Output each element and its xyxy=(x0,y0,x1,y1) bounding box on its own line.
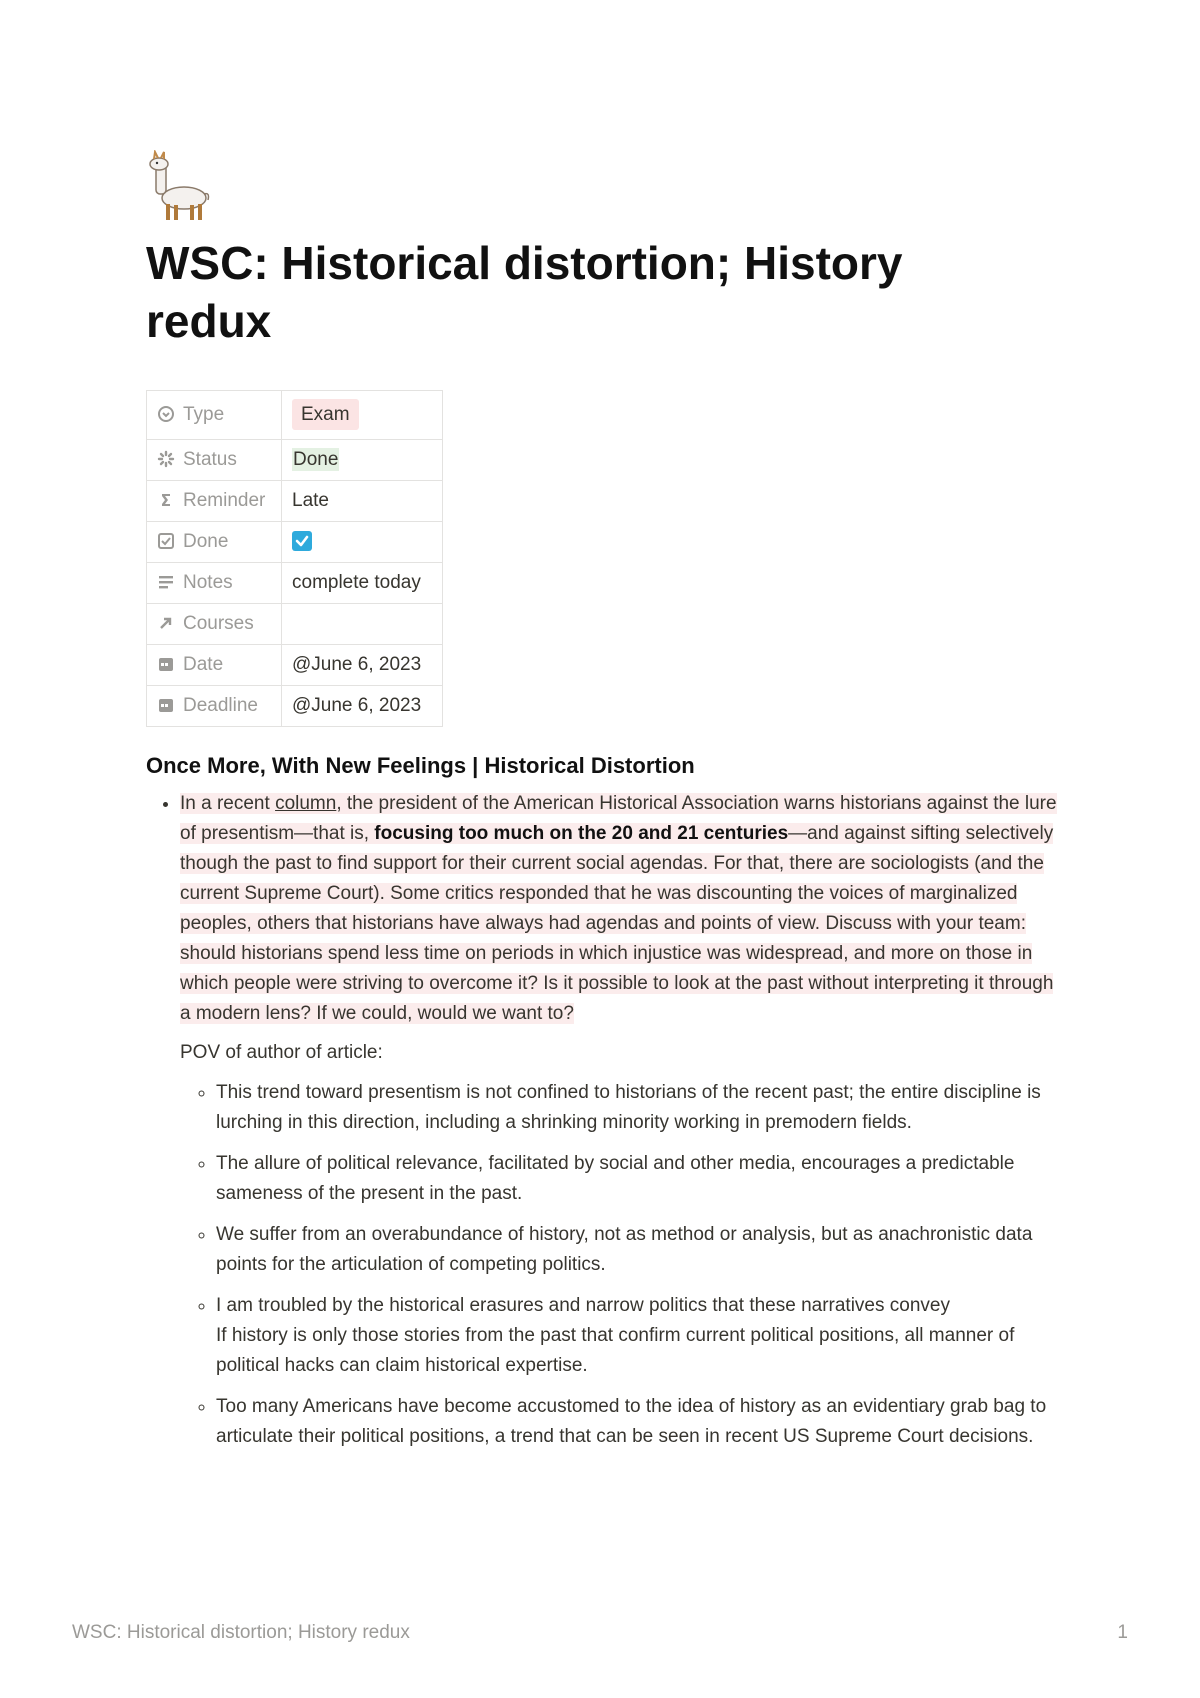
text-icon xyxy=(157,573,175,591)
property-deadline[interactable] xyxy=(147,686,443,727)
property-name: Reminder xyxy=(183,490,266,511)
list-item: ◦ This trend toward presentism is not confined to historians of the recent past; the entire discipline is lurching in this direction, including a shrinking minority working in premodern fields. xyxy=(216,1078,1066,1138)
reminder-value: Late xyxy=(282,481,443,522)
property-date[interactable] xyxy=(147,645,443,686)
property-courses[interactable] xyxy=(147,604,443,645)
page-number: 1 xyxy=(1117,1622,1128,1643)
formula-icon xyxy=(157,491,175,509)
llama-icon xyxy=(146,150,216,224)
bullet-list xyxy=(146,789,1066,1452)
pov-list xyxy=(180,1078,1066,1452)
done-checkbox[interactable] xyxy=(292,531,312,551)
property-name: Done xyxy=(183,531,229,552)
list-item xyxy=(180,789,1066,1452)
property-name: Deadline xyxy=(183,695,258,716)
page-content xyxy=(146,150,1066,1463)
calendar-icon xyxy=(157,655,175,673)
property-name: Date xyxy=(183,654,224,675)
page-title: WSC: Historical distortion; History redux xyxy=(146,237,903,347)
select-icon xyxy=(157,405,175,423)
page-footer xyxy=(72,1622,1128,1644)
date-value[interactable]: @June 6, 2023 xyxy=(282,645,443,686)
property-name: Type xyxy=(183,404,225,425)
list-item: ◦ We suffer from an overabundance of history, not as method or analysis, but as anachronistic data points for the articulation of competing politics. xyxy=(216,1220,1066,1280)
property-name: Courses xyxy=(183,613,254,634)
status-badge[interactable]: Done xyxy=(293,449,339,470)
status-icon xyxy=(157,450,175,468)
property-done[interactable] xyxy=(147,522,443,563)
properties-table xyxy=(146,390,443,727)
highlighted-paragraph: In a recent column, the president of the American Historical Association warns historians against the lure of presentism—that is, focusing too much on the 20 and 21 centuries—and against sifting selectively though the past to find support for their current social agendas. For that, there are sociologists (and the current Supreme Court). Some critics responded that he was discounting the voices of marginalized peoples, others that historians have always had agendas and points of view. Discuss with your team: should historians spend less time on periods in which injustice was widespread, and more on those in which people were striving to overcome it? Is it possible to look at the past without interpreting it through a modern lens? If we could, would we want to? xyxy=(180,793,1057,1024)
relation-icon xyxy=(157,614,175,632)
footer-title: WSC: Historical distortion; History redux xyxy=(72,1622,410,1643)
calendar-icon xyxy=(157,696,175,714)
property-name: Notes xyxy=(183,572,233,593)
bold-text: focusing too much on the 20 and 21 centuries xyxy=(374,823,789,844)
property-notes[interactable] xyxy=(147,563,443,604)
checkbox-icon xyxy=(157,532,175,550)
pov-label: POV of author of article: xyxy=(180,1042,383,1063)
courses-value[interactable] xyxy=(282,604,443,645)
deadline-value[interactable]: @June 6, 2023 xyxy=(282,686,443,727)
property-type[interactable] xyxy=(147,391,443,440)
type-tag[interactable]: Exam xyxy=(292,399,359,430)
list-item: ◦ Too many Americans have become accustomed to the idea of history as an evidentiary grab bag to articulate their political positions, a trend that can be seen in recent US Supreme Court decisions. xyxy=(216,1392,1066,1452)
property-status[interactable] xyxy=(147,440,443,481)
section-heading: Once More, With New Feelings | Historical Distortion xyxy=(146,753,695,778)
column-link[interactable]: column xyxy=(275,793,337,814)
list-item: ◦ The allure of political relevance, facilitated by social and other media, encourages a predictable sameness of the present in the past. xyxy=(216,1149,1066,1209)
property-reminder[interactable] xyxy=(147,481,443,522)
notes-value[interactable]: complete today xyxy=(282,563,443,604)
property-name: Status xyxy=(183,449,237,470)
list-item: ◦ I am troubled by the historical erasures and narrow politics that these narratives convey If history is only those stories from the past that confirm current political positions, all manner of political hacks can claim historical expertise. xyxy=(216,1291,1066,1381)
